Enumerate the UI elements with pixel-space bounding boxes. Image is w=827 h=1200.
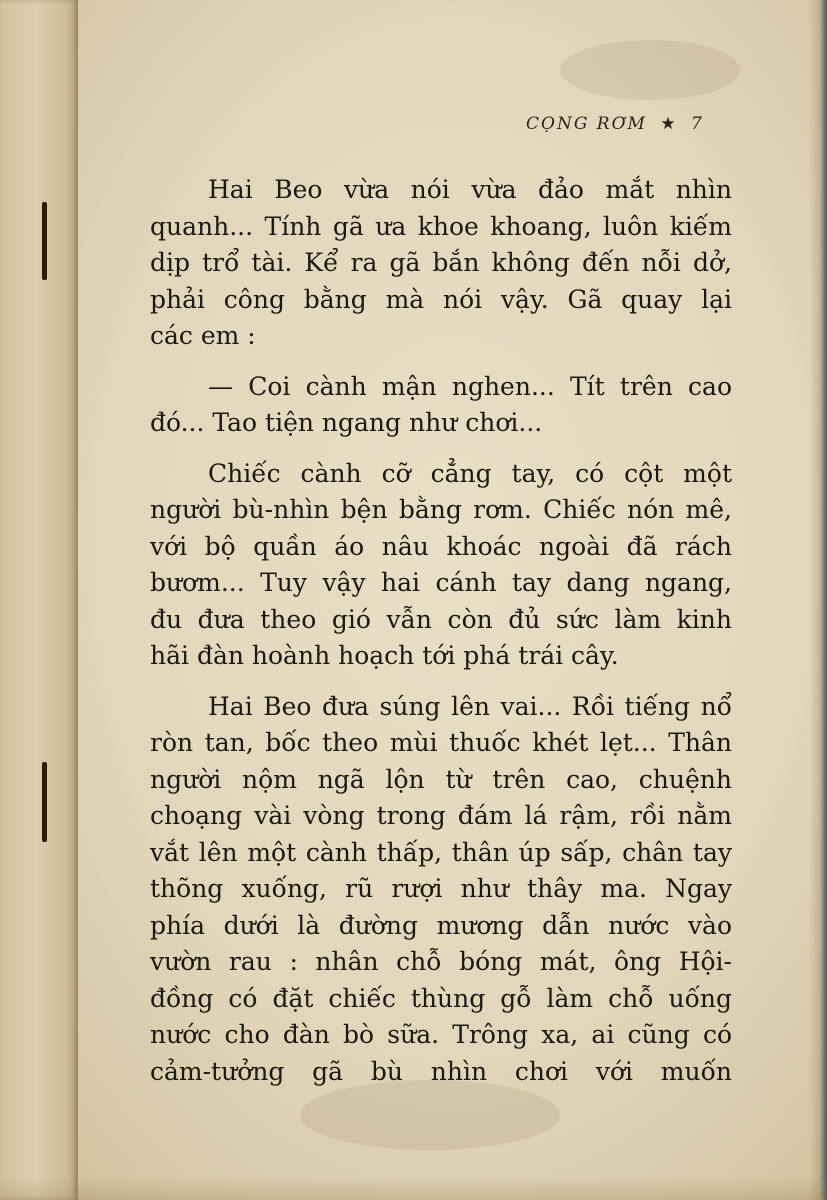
text-line: phía dưới là đường mương dẫn nước vào [150,910,732,940]
text-line: bươm... Tuy vậy hai cánh tay dang ngang, [150,568,732,597]
running-title: CỌNG RƠM [526,114,647,134]
binding-stitch-bottom [42,762,47,842]
text-line: ròn tan, bốc theo mùi thuốc khét lẹt... Thân [150,728,732,757]
star-icon: ★ [660,114,678,134]
text-line: nước cho đàn bò sữa. Trông xa, ai cũng có [150,1020,732,1049]
page-bottom-edge [0,1176,827,1200]
text-line: thõng xuống, rũ rượi như thây ma. Ngay [150,874,732,903]
text-line: cảm-tưởng gã bù nhìn chơi với muốn [150,1056,732,1086]
text-line: các em : [150,321,256,350]
text-line: vườn rau : nhân chỗ bóng mát, ông Hội- [150,947,732,976]
text-line: Hai Beo vừa nói vừa đảo mắt nhìn [208,175,732,204]
paragraph [150,456,732,675]
text-line: với bộ quần áo nâu khoác ngoài đã rách [150,531,732,561]
paragraph [150,369,732,442]
running-header [526,114,756,134]
text-line: Chiếc cành cỡ cẳng tay, có cột một [208,458,732,488]
text-line: dịp trổ tài. Kể ra gã bắn không đến nỗi dở, [150,248,732,277]
text-line: người bù-nhìn bện bằng rơm. Chiếc nón mê, [150,495,732,524]
text-line: choạng vài vòng trong đám lá rậm, rồi nằm [150,801,732,830]
paragraph [150,689,732,1091]
text-line: người nộm ngã lộn từ trên cao, chuệnh [150,764,732,794]
paper-stain [300,1080,560,1150]
text-line: hãi đàn hoành hoạch tới phá trái cây. [150,641,619,670]
text-line: đu đưa theo gió vẫn còn đủ sức làm kinh [150,604,732,634]
page-edge [809,0,827,1200]
text-line: đồng có đặt chiếc thùng gỗ làm chỗ uống [150,983,732,1013]
text-line: Hai Beo đưa súng lên vai... Rồi tiếng nổ [208,691,732,721]
body-text [150,172,732,1090]
text-line: vắt lên một cành thấp, thân úp sấp, chân tay [150,837,732,867]
text-line: phải công bằng mà nói vậy. Gã quay lại [150,284,732,314]
paper-stain [560,40,740,100]
text-line: — Coi cành mận nghen... Tít trên cao [208,371,732,401]
book-spine [0,0,78,1200]
paragraph [150,172,732,355]
text-line: đó... Tao tiện ngang như chơi... [150,408,543,437]
text-line: quanh... Tính gã ưa khoe khoang, luôn kiếm [150,211,732,241]
binding-stitch-top [42,202,47,280]
page-number: 7 [691,114,704,134]
